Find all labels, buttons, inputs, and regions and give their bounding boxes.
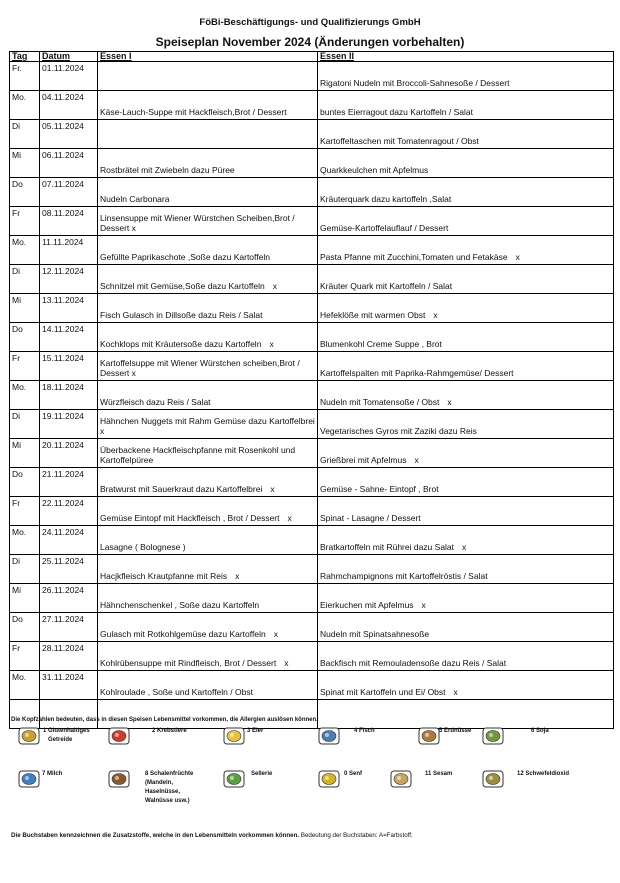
additive-mark: x — [272, 281, 277, 291]
meal1-cell-text: Gulasch mit Rotkohlgemüse dazu Kartoffeln — [100, 629, 266, 639]
peanut-icon — [418, 727, 440, 745]
date-cell — [40, 149, 98, 178]
date-cell-text: 05.11.2024 — [42, 121, 84, 131]
day-cell-text: Fr — [12, 208, 21, 218]
date-cell-text: 20.11.2024 — [42, 440, 84, 450]
date-cell-text: 12.11.2024 — [42, 266, 84, 276]
day-cell-text: Mi — [12, 585, 21, 595]
day-cell-text: Do — [12, 469, 23, 479]
day-cell — [10, 671, 40, 700]
additive-mark: x — [284, 658, 289, 668]
meal1-cell — [98, 468, 318, 497]
meal1-cell-text: Lasagne ( Bolognese ) — [100, 542, 186, 552]
day-cell-text: Mi — [12, 150, 21, 160]
day-cell-text: Di — [12, 266, 21, 276]
organization-name: FöBi-Beschäftigungs- und Qualifizierungs GmbH — [199, 17, 421, 28]
allergen-item — [482, 770, 569, 788]
allergen-note: Die Kopfzahlen bedeuten, dass in diesen Speisen Lebensmittel vorkommen, die Allergien auslösen können. — [11, 717, 318, 723]
date-cell-text: 13.11.2024 — [42, 295, 84, 305]
meal2-cell-text: Rahmchampignons mit Kartoffelröstis / Salat — [320, 571, 488, 581]
meal1-cell-text: Gemüse Eintopf mit Hackfleisch , Brot / Dessert — [100, 513, 280, 523]
date-cell — [40, 497, 98, 526]
table-row — [10, 381, 614, 410]
meal1-cell — [98, 381, 318, 410]
table-row — [10, 671, 614, 700]
day-cell — [10, 700, 40, 729]
date-cell-text: 08.11.2024 — [42, 208, 84, 218]
date-cell-text: 18.11.2024 — [42, 382, 84, 392]
day-cell — [10, 468, 40, 497]
egg-icon — [223, 727, 245, 745]
day-cell — [10, 236, 40, 265]
date-cell-text: 11.11.2024 — [42, 237, 84, 247]
meal2-cell — [318, 178, 614, 207]
day-cell — [10, 410, 40, 439]
meal1-cell-text: Käse-Lauch-Suppe mit Hackfleisch,Brot / Dessert — [100, 107, 287, 117]
meal1-cell — [98, 265, 318, 294]
table-row — [10, 91, 614, 120]
meal1-cell-text: Kohlrübensuppe mit Rindfleisch, Brot / Dessert — [100, 658, 277, 668]
table-row — [10, 236, 614, 265]
allergen-item — [18, 727, 90, 745]
meal2-cell — [318, 410, 614, 439]
date-cell — [40, 294, 98, 323]
meal1-cell-text: Kohlroulade , Soße und Kartoffeln / Obst — [100, 687, 253, 697]
date-cell-text: 01.11.2024 — [42, 63, 84, 73]
date-cell — [40, 584, 98, 613]
meal1-cell — [98, 439, 318, 468]
meal2-cell — [318, 671, 614, 700]
meal1-cell-text: Würzfleisch dazu Reis / Salat — [100, 397, 211, 407]
day-cell — [10, 323, 40, 352]
meal1-cell — [98, 584, 318, 613]
nut-icon — [108, 770, 130, 788]
meal2-cell-text: Backfisch mit Remouladensoße dazu Reis / Salat — [320, 658, 507, 668]
meal2-cell — [318, 584, 614, 613]
meal2-cell-text: Hefeklöße mit warmen Obst — [320, 310, 426, 320]
day-cell-text: Do — [12, 614, 23, 624]
allergen-label: 1 Glutenhaltiges Getreide — [43, 728, 90, 743]
meal1-cell-text: Rostbrätel mit Zwiebeln dazu Püree — [100, 165, 235, 175]
table-row — [10, 410, 614, 439]
allergen-label: 5 Erdnüsse — [439, 728, 472, 734]
meal2-cell-text: Nudeln mit Tomatensoße / Obst — [320, 397, 440, 407]
additive-mark: x — [270, 484, 275, 494]
additives-note — [11, 832, 413, 839]
date-cell-text: 06.11.2024 — [42, 150, 84, 160]
date-cell-text: 19.11.2024 — [42, 411, 84, 421]
date-cell-text: 04.11.2024 — [42, 92, 84, 102]
day-cell-text: Do — [12, 324, 23, 334]
date-cell — [40, 62, 98, 91]
additive-mark: x — [414, 455, 419, 465]
meal1-cell — [98, 207, 318, 236]
table-row — [10, 497, 614, 526]
additive-mark: x — [287, 513, 292, 523]
allergen-label: 6 Soja — [531, 728, 549, 734]
date-cell — [40, 352, 98, 381]
column-header-date: Datum — [40, 52, 98, 62]
day-cell — [10, 265, 40, 294]
meal2-cell-text: Vegetarisches Gyros mit Zaziki dazu Reis — [320, 426, 477, 436]
allergen-label: 3 Eier — [247, 728, 264, 734]
meal2-cell-text: Pasta Pfanne mit Zucchini,Tomaten und Fetakäse — [320, 252, 508, 262]
allergen-label: 0 Senf — [344, 771, 363, 777]
meal1-cell-text: Linsensuppe mit Wiener Würstchen Scheiben,Brot / Dessert x — [100, 213, 295, 233]
day-cell — [10, 381, 40, 410]
meal1-cell — [98, 323, 318, 352]
table-row — [10, 642, 614, 671]
day-cell — [10, 497, 40, 526]
allergen-label: Sellerie — [251, 771, 273, 777]
meal2-cell — [318, 207, 614, 236]
day-cell — [10, 613, 40, 642]
meal1-cell-text: Schnitzel mit Gemüse,Soße dazu Kartoffeln — [100, 281, 265, 291]
meal1-cell-text: Überbackene Hackfleischpfanne mit Rosenkohl und Kartoffelpüree — [100, 445, 296, 465]
meal1-cell — [98, 149, 318, 178]
table-row — [10, 323, 614, 352]
allergen-item — [318, 727, 375, 745]
table-row — [10, 62, 614, 91]
meal2-cell-text: Grießbrei mit Apfelmus — [320, 455, 407, 465]
meal2-cell-text: Gemüse - Sahne- Eintopf , Brot — [320, 484, 439, 494]
date-cell — [40, 642, 98, 671]
sesame-icon — [390, 770, 412, 788]
date-cell-text: 14.11.2024 — [42, 324, 84, 334]
plan-title: Speiseplan November 2024 (Änderungen vorbehalten) — [155, 35, 465, 49]
day-cell-text: Mi — [12, 440, 21, 450]
table-row — [10, 149, 614, 178]
date-cell-text: 21.11.2024 — [42, 469, 84, 479]
column-header-meal2: Essen II — [318, 52, 614, 62]
meal2-cell — [318, 352, 614, 381]
additive-mark: x — [433, 310, 438, 320]
meal2-cell-text: Spinat - Lasagne / Dessert — [320, 513, 421, 523]
date-cell — [40, 323, 98, 352]
meal1-cell — [98, 555, 318, 584]
day-cell-text: Mo. — [12, 237, 27, 247]
meal1-cell-text: Kartoffelsuppe mit Wiener Würstchen scheiben,Brot / Dessert x — [100, 358, 300, 378]
additive-mark: x — [462, 542, 467, 552]
meal2-cell-text: Spinat mit Kartoffeln und Ei/ Obst — [320, 687, 446, 697]
date-cell — [40, 207, 98, 236]
allergen-item — [223, 727, 263, 745]
meal1-cell-text: Hähnchen Nuggets mit Rahm Gemüse dazu Kartoffelbrei x — [100, 416, 315, 436]
allergen-label: 11 Sesam — [425, 771, 453, 777]
meal1-cell-text: Nudeln Carbonara — [100, 194, 170, 204]
day-cell — [10, 178, 40, 207]
date-cell-text: 27.11.2024 — [42, 614, 84, 624]
table-row — [10, 352, 614, 381]
additive-mark: x — [269, 339, 274, 349]
meal2-cell — [318, 497, 614, 526]
date-cell — [40, 381, 98, 410]
meal1-cell — [98, 700, 318, 729]
meal1-cell — [98, 642, 318, 671]
day-cell — [10, 439, 40, 468]
table-row — [10, 613, 614, 642]
day-cell-text: Mo. — [12, 527, 27, 537]
wheat-icon — [18, 727, 40, 745]
additive-mark: x — [447, 397, 452, 407]
meal2-cell — [318, 62, 614, 91]
date-cell — [40, 410, 98, 439]
allergen-label: 12 Schwefeldioxid — [517, 771, 570, 777]
meal1-cell — [98, 62, 318, 91]
date-cell — [40, 120, 98, 149]
meal2-cell — [318, 613, 614, 642]
additive-mark: x — [515, 252, 520, 262]
day-cell — [10, 207, 40, 236]
day-cell — [10, 526, 40, 555]
date-cell-text: 28.11.2024 — [42, 643, 84, 653]
day-cell — [10, 555, 40, 584]
additives-note-bold: Die Buchstaben kennzeichnen die Zusatzstoffe, welche in den Lebensmitteln vorkommen können. — [11, 832, 300, 839]
allergen-item — [418, 727, 471, 745]
additive-mark: x — [453, 687, 458, 697]
day-cell — [10, 352, 40, 381]
milk-icon — [18, 770, 40, 788]
day-cell-text: Di — [12, 556, 21, 566]
day-cell-text: Do — [12, 179, 23, 189]
meal2-cell — [318, 236, 614, 265]
meal2-cell — [318, 323, 614, 352]
meal2-cell — [318, 265, 614, 294]
day-cell-text: Mo. — [12, 382, 27, 392]
meal1-cell-text: Gefüllte Paprikaschote ,Soße dazu Kartoffeln — [100, 252, 270, 262]
table-row — [10, 439, 614, 468]
meal2-cell-text: Blumenkohl Creme Suppe , Brot — [320, 339, 442, 349]
menu-table — [9, 51, 614, 729]
date-cell-text: 25.11.2024 — [42, 556, 84, 566]
meal1-cell-text: Bratwurst mit Sauerkraut dazu Kartoffelbrei — [100, 484, 263, 494]
table-row — [10, 468, 614, 497]
meal2-cell — [318, 526, 614, 555]
meal1-cell — [98, 294, 318, 323]
allergen-item — [390, 770, 452, 788]
table-header-row — [10, 52, 614, 62]
meal2-cell-text: Kartoffeltaschen mit Tomatenragout / Obst — [320, 136, 479, 146]
day-cell-text: Mo. — [12, 92, 27, 102]
sulphite-icon — [482, 770, 504, 788]
day-cell-text: Mo. — [12, 672, 27, 682]
allergen-item — [318, 770, 362, 788]
soy-icon — [482, 727, 504, 745]
date-cell — [40, 91, 98, 120]
meal2-cell — [318, 120, 614, 149]
table-row — [10, 584, 614, 613]
table-row — [10, 120, 614, 149]
meal2-cell — [318, 468, 614, 497]
meal1-cell — [98, 91, 318, 120]
meal2-cell — [318, 555, 614, 584]
table-row — [10, 207, 614, 236]
meal1-cell — [98, 671, 318, 700]
meal2-cell-text: Kräuter Quark mit Kartoffeln / Salat — [320, 281, 453, 291]
meal2-cell — [318, 439, 614, 468]
additive-mark: x — [421, 600, 426, 610]
meal1-cell — [98, 526, 318, 555]
date-cell — [40, 439, 98, 468]
day-cell — [10, 294, 40, 323]
table-row — [10, 700, 614, 729]
day-cell-text: Di — [12, 411, 21, 421]
allergen-item — [223, 770, 272, 788]
meal2-cell — [318, 149, 614, 178]
day-cell-text: Fr — [12, 643, 21, 653]
meal2-cell — [318, 91, 614, 120]
allergen-item — [108, 770, 193, 806]
day-cell — [10, 149, 40, 178]
meal1-cell-text: Kochklops mit Kräutersoße dazu Kartoffeln — [100, 339, 262, 349]
fish-icon — [318, 727, 340, 745]
celery-icon — [223, 770, 245, 788]
day-cell — [10, 120, 40, 149]
meal2-cell-text: Bratkartoffeln mit Rührei dazu Salat — [320, 542, 455, 552]
day-cell-text: Fr — [12, 498, 21, 508]
meal2-cell-text: Kräuterquark dazu kartoffeln ,Salat — [320, 194, 452, 204]
meal2-cell-text: Kartoffelspalten mit Paprika-Rahmgemüse/ Dessert — [320, 368, 514, 378]
allergen-item — [108, 727, 187, 745]
day-cell — [10, 91, 40, 120]
additive-mark: x — [273, 629, 278, 639]
meal1-cell — [98, 613, 318, 642]
date-cell — [40, 178, 98, 207]
table-row — [10, 526, 614, 555]
mustard-icon — [318, 770, 340, 788]
meal1-cell-text: Hacjkfleisch Krautpfanne mit Reis — [100, 571, 228, 581]
date-cell — [40, 671, 98, 700]
meal2-cell-text: Nudeln mit Spinatsahnesoße — [320, 629, 430, 639]
meal2-cell — [318, 294, 614, 323]
day-cell-text: Di — [12, 121, 21, 131]
meal1-cell — [98, 236, 318, 265]
meal1-cell — [98, 410, 318, 439]
allergen-label: 2 Krebstiere — [152, 728, 187, 734]
date-cell-text: 24.11.2024 — [42, 527, 84, 537]
day-cell-text: Fr. — [12, 63, 22, 73]
column-header-meal1: Essen I — [98, 52, 318, 62]
date-cell — [40, 236, 98, 265]
meal2-cell-text: buntes Eierragout dazu Kartoffeln / Salat — [320, 107, 473, 117]
additives-note-normal: Bedeutung der Buchstaben: A=Farbstoff; — [299, 832, 413, 839]
meal2-cell — [318, 381, 614, 410]
date-cell-text: 15.11.2024 — [42, 353, 84, 363]
table-row — [10, 178, 614, 207]
date-cell — [40, 526, 98, 555]
day-cell-text: Fr — [12, 353, 21, 363]
table-row — [10, 294, 614, 323]
column-header-day: Tag — [10, 52, 40, 62]
date-cell-text: 31.11.2024 — [42, 672, 84, 682]
meal1-cell — [98, 178, 318, 207]
date-cell — [40, 468, 98, 497]
meal2-cell-text: Gemüse-Kartoffelauflauf / Dessert — [320, 223, 449, 233]
meal2-cell — [318, 700, 614, 729]
day-cell — [10, 642, 40, 671]
day-cell-text: Mi — [12, 295, 21, 305]
meal1-cell — [98, 497, 318, 526]
allergen-item — [482, 727, 549, 745]
date-cell-text: 07.11.2024 — [42, 179, 84, 189]
additive-mark: x — [235, 571, 240, 581]
date-cell — [40, 700, 98, 729]
table-row — [10, 555, 614, 584]
meal2-cell-text: Rigatoni Nudeln mit Broccoli-Sahnesoße / Dessert — [320, 78, 510, 88]
date-cell-text: 26.11.2024 — [42, 585, 84, 595]
meal2-cell — [318, 642, 614, 671]
date-cell-text: 22.11.2024 — [42, 498, 84, 508]
day-cell — [10, 62, 40, 91]
table-row — [10, 265, 614, 294]
crab-icon — [108, 727, 130, 745]
meal2-cell-text: Quarkkeulchen mit Apfelmus — [320, 165, 429, 175]
meal1-cell — [98, 120, 318, 149]
date-cell — [40, 555, 98, 584]
allergen-item — [18, 770, 62, 788]
meal1-cell-text: Fisch Gulasch in Dillsoße dazu Reis / Salat — [100, 310, 263, 320]
meal1-cell — [98, 352, 318, 381]
allergen-label: 7 Milch — [42, 771, 63, 777]
day-cell — [10, 584, 40, 613]
date-cell — [40, 613, 98, 642]
meal1-cell-text: Hähnchenschenkel , Soße dazu Kartoffeln — [100, 600, 260, 610]
date-cell — [40, 265, 98, 294]
allergen-label: 8 Schalenfrüchte (Mandeln, Haselnüsse, Walnüsse usw.) — [145, 771, 194, 804]
allergen-label: 4 Fisch — [354, 728, 375, 734]
meal2-cell-text: Eierkuchen mit Apfelmus — [320, 600, 414, 610]
